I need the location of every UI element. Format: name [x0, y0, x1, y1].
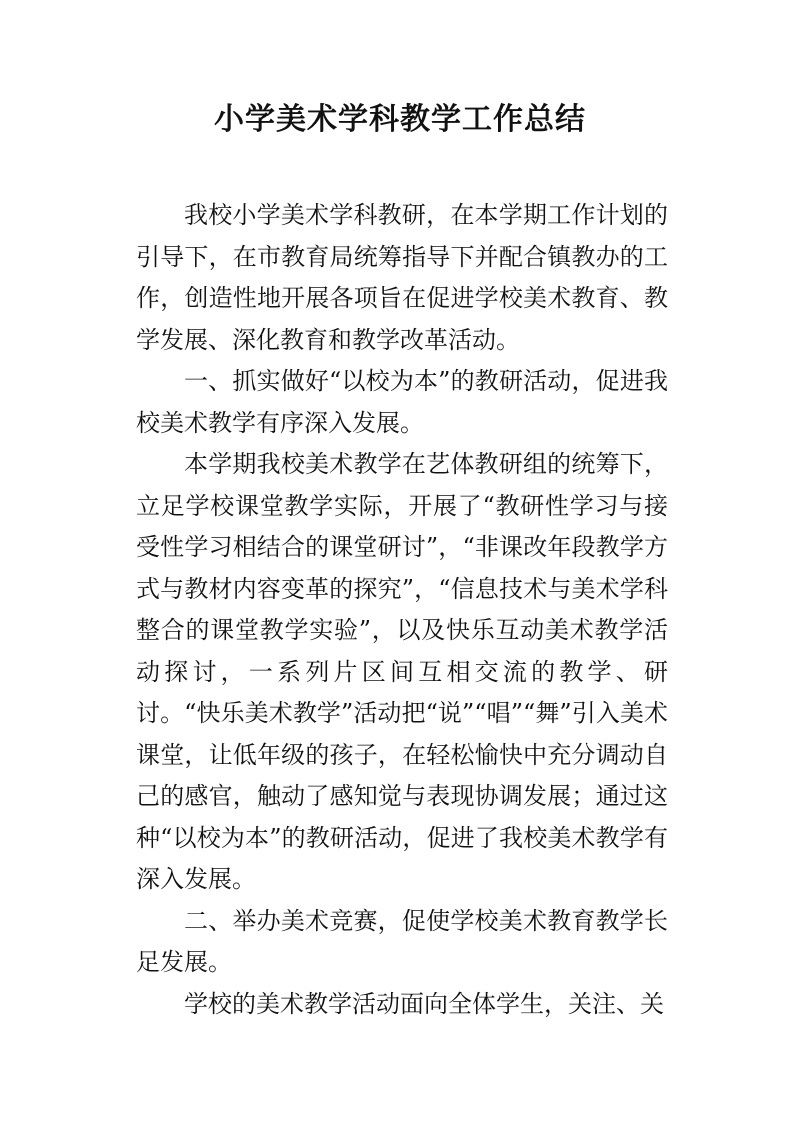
paragraph-intro: 我校小学美术学科教研，在本学期工作计划的引导下，在市教育局统筹指导下并配合镇教办的工作，创造性地开展各项旨在促进学校美术教育、教学发展、深化教育和教学改革活动。 — [136, 201, 668, 354]
section-heading-2: 二、举办美术竞赛，促使学校美术教育教学长足发展。 — [136, 906, 668, 976]
section-heading-1: 一、抓实做好“以校为本”的教研活动，促进我校美术教学有序深入发展。 — [136, 367, 668, 437]
paragraph-section-1: 本学期我校美术教学在艺体教研组的统筹下，立足学校课堂教学实际，开展了“教研性学习与接受性学习相结合的课堂研讨”，“非课改年段教学方式与教材内容变革的探究”，“信息技术与美术学科整合的课堂教学实验”，以及快乐互动美术教学活动探讨，一系列片区间互相交流的教学、研讨。“快乐美术教学”活动把“说”“唱”“舞”引入美术课堂，让低年级的孩子，在轻松愉快中充分调动自己的感官，触动了感知觉与表现协调发展；通过这种“以校为本”的教研活动，促进了我校美术教学有深入发展。 — [136, 450, 668, 893]
paragraph-section-2: 学校的美术教学活动面向全体学生，关注、关 — [184, 989, 664, 1018]
document-body — [136, 195, 668, 1025]
document-title: 小学美术学科教学工作总结 — [214, 102, 586, 137]
